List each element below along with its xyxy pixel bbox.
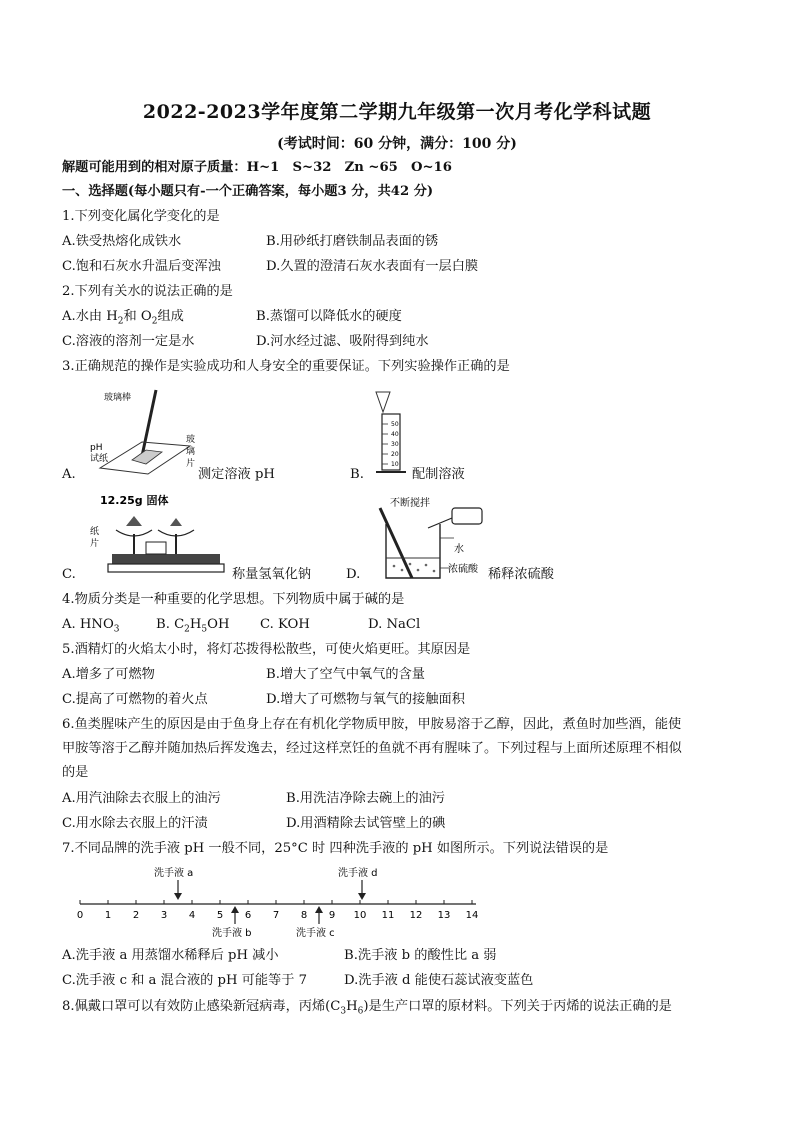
- q1-option-d: D.久置的澄清石灰水表面有一层白膜: [266, 259, 479, 274]
- question-8-stem: 8.佩戴口罩可以有效防止感染新冠病毒，丙烯$(C_3H_6)$是生产口罩的原材料。下列关于丙烯的说法正确的是: [62, 999, 672, 1017]
- q2-option-d: D.河水经过滤、吸附得到纯水: [256, 334, 429, 349]
- ph-scale-figure: [66, 862, 496, 940]
- q1-option-b: B.用砂纸打磨铁制品表面的锈: [266, 234, 439, 249]
- atomic-mass-line: 解题可能用到的相对原子质量：H~1 S~32 Zn ~65 O~16: [62, 160, 452, 175]
- q3-option-c-caption: 称量氢氧化钠: [232, 567, 312, 582]
- q5-option-c: C.提高了可燃物的着火点: [62, 692, 208, 707]
- ph-tick-label-6: 6: [244, 910, 252, 921]
- cylinder-mark-10: 10: [391, 461, 399, 468]
- water-label: 水: [454, 544, 464, 555]
- ph-tick-label-5: 5: [216, 910, 224, 921]
- ph-paper-label-1: pH: [90, 443, 103, 453]
- cylinder-mark-50: 50: [391, 421, 399, 428]
- ph-test-figure: [86, 388, 198, 480]
- q5-option-d: D.增大了可燃物与氧气的接触面积: [266, 692, 465, 707]
- cylinder-mark-20: 20: [391, 451, 399, 458]
- cylinder-mark-30: 30: [391, 441, 399, 448]
- arrow-down-d-icon: [358, 893, 366, 900]
- ph-tick-label-8: 8: [300, 910, 308, 921]
- q2-option-a: A.水由 $H_2$和 $O_2$组成: [62, 309, 184, 327]
- ph-tick-label-3: 3: [160, 910, 168, 921]
- q4-option-c: C. KOH: [260, 617, 310, 632]
- section-heading: 一、选择题(每小题只有-一个正确答案，每小题3 分，共42 分): [62, 184, 434, 199]
- question-6-line-2: 甲胺等溶于乙醇并随加热后挥发逸去，经过这样烹饪的鱼就不再有腥味了。下列过程与上面所述原理不相似: [62, 741, 682, 756]
- ph-tick-label-0: 0: [76, 910, 84, 921]
- balance-figure: [86, 490, 226, 582]
- question-4-stem: 4.物质分类是一种重要的化学思想。下列物质中属于碱的是: [62, 592, 405, 607]
- q3-option-b-letter: B.: [350, 467, 364, 482]
- ph-paper-label-2: 试纸: [90, 454, 109, 464]
- acid-label: 浓硫酸: [448, 564, 478, 575]
- ph-tick-label-9: 9: [328, 910, 336, 921]
- label-handwash-d: 洗手液 d: [338, 868, 378, 879]
- q6-option-d: D.用酒精除去试管壁上的碘: [286, 816, 446, 831]
- question-7-stem: 7.不同品牌的洗手液 pH 一般不同，25°C 时 四种洗手液的 pH 如图所示。下列说法错误的是: [62, 841, 609, 856]
- ph-tick-label-2: 2: [132, 910, 140, 921]
- arrow-down-a-icon: [174, 893, 182, 900]
- question-6-line-1: 6.鱼类腥味产生的原因是由于鱼身上存在有机化学物质甲胺，甲胺易溶于乙醇，因此，煮鱼时加些酒，能使: [62, 717, 682, 732]
- exam-info: (考试时间：60 分钟，满分：100 分): [277, 136, 517, 152]
- ph-tick-label-1: 1: [104, 910, 112, 921]
- q1-option-c: C.饱和石灰水升温后变浑浊: [62, 259, 221, 274]
- q7-option-a: A.洗手液 a 用蒸馏水稀释后 pH 减小: [62, 948, 279, 963]
- ph-tick-label-10: 10: [353, 910, 367, 921]
- q3-option-c-letter: C.: [62, 567, 76, 582]
- q3-option-b-caption: 配制溶液: [412, 467, 465, 482]
- question-3-stem: 3.正确规范的操作是实验成功和人身安全的重要保证。下列实验操作正确的是: [62, 359, 510, 374]
- q4-option-a: A. $HNO_3$: [62, 617, 120, 635]
- label-handwash-a: 洗手液 a: [154, 868, 194, 879]
- q6-option-b: B.用洗洁净除去碗上的油污: [286, 791, 445, 806]
- question-2-stem: 2.下列有关水的说法正确的是: [62, 284, 233, 299]
- cylinder-figure: [370, 390, 414, 478]
- ph-tick-label-7: 7: [272, 910, 280, 921]
- q7-option-c: C.洗手液 c 和 a 混合液的 pH 可能等于 7: [62, 973, 307, 988]
- arrow-up-b-icon: [231, 906, 239, 913]
- ph-tick-label-13: 13: [437, 910, 451, 921]
- cylinder-mark-40: 40: [391, 431, 399, 438]
- glass-plate-label-3: 片: [186, 459, 196, 469]
- q3-option-d-letter: D.: [346, 567, 361, 582]
- stir-label: 不断搅拌: [390, 498, 430, 509]
- q1-option-a: A.铁受热熔化成铁水: [62, 234, 182, 249]
- ph-tick-label-11: 11: [381, 910, 395, 921]
- q4-option-d: D. NaCl: [368, 617, 421, 632]
- label-handwash-b: 洗手液 b: [212, 928, 252, 939]
- paper-label-2: 片: [90, 539, 100, 549]
- question-5-stem: 5.酒精灯的火焰太小时，将灯芯拨得松散些，可使火焰更旺。其原因是: [62, 642, 471, 657]
- paper-label-1: 纸: [90, 527, 100, 537]
- q2-option-b: B.蒸馏可以降低水的硬度: [256, 309, 402, 324]
- q3-option-a-caption: 测定溶液 pH: [198, 467, 275, 482]
- solid-mass-label: 12.25g 固体: [100, 494, 169, 507]
- glass-plate-label-1: 玻: [186, 435, 196, 445]
- q7-option-b: B.洗手液 b 的酸性比 a 弱: [344, 948, 497, 963]
- q6-option-c: C.用水除去衣服上的汗渍: [62, 816, 208, 831]
- ph-tick-label-14: 14: [465, 910, 479, 921]
- q7-option-d: D.洗手液 d 能使石蕊试液变蓝色: [344, 973, 534, 988]
- q6-option-a: A.用汽油除去衣服上的油污: [62, 791, 221, 806]
- q4-option-b: B. $C_2H_5OH$: [156, 617, 230, 635]
- ph-tick-label-4: 4: [188, 910, 196, 921]
- glass-rod-label: 玻璃棒: [104, 393, 132, 403]
- page-title: 2022-2023学年度第二学期九年级第一次月考化学科试题: [142, 101, 652, 123]
- question-1-stem: 1.下列变化属化学变化的是: [62, 209, 220, 224]
- q3-option-a-letter: A.: [62, 467, 76, 482]
- label-handwash-c: 洗手液 c: [296, 928, 335, 939]
- q3-option-d-caption: 稀释浓硫酸: [488, 567, 554, 582]
- glass-plate-label-2: 璃: [186, 447, 196, 457]
- dilution-figure: [376, 494, 488, 584]
- question-6-line-3: 的是: [62, 765, 89, 780]
- ph-tick-label-12: 12: [409, 910, 423, 921]
- q5-option-a: A.增多了可燃物: [62, 667, 155, 682]
- q2-option-c: C.溶液的溶剂一定是水: [62, 334, 195, 349]
- q5-option-b: B.增大了空气中氧气的含量: [266, 667, 425, 682]
- arrow-up-c-icon: [315, 906, 323, 913]
